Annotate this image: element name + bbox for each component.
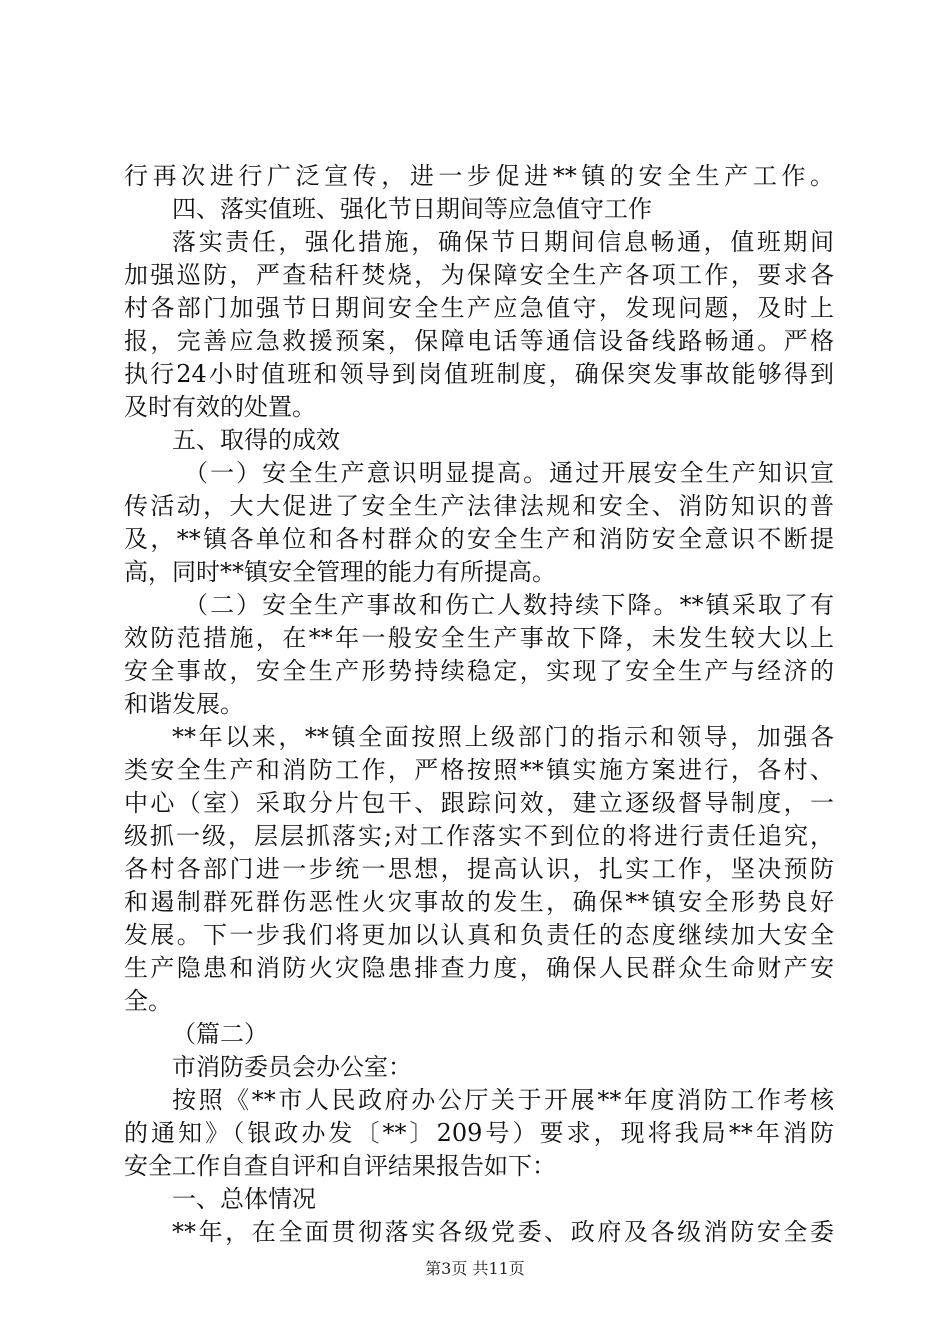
- section-heading: 五、取得的成效: [172, 426, 340, 454]
- body-line: 及时有效的处置。: [124, 393, 316, 421]
- body-line: 各村各部门进一步统一思想，提高认识，扎实工作，坚决预防: [124, 855, 834, 883]
- body-line: （一）安全生产意识明显提高。通过开展安全生产知识宣: [184, 459, 834, 487]
- body-line: 按照《**市人民政府办公厅关于开展**年度消防工作考核: [172, 1086, 834, 1114]
- body-line: 效防范措施，在**年一般安全生产事故下降，未发生较大以上: [124, 624, 834, 652]
- body-line: 及，**镇各单位和各村群众的安全生产和消防安全意识不断提: [124, 525, 834, 553]
- body-line: 发展。下一步我们将更加以认真和负责任的态度继续加大安全: [124, 921, 834, 949]
- body-line: （二）安全生产事故和伤亡人数持续下降。**镇采取了有: [184, 591, 834, 619]
- document-body: [124, 160, 834, 1249]
- body-line: 生产隐患和消防火灾隐患排查力度，确保人民群众生命财产安: [124, 954, 834, 982]
- body-line: 的通知》（银政办发〔**〕209号）要求，现将我局**年消防: [124, 1119, 834, 1147]
- body-line: 类安全生产和消防工作，严格按照**镇实施方案进行，各村、: [124, 756, 834, 784]
- body-line: 村各部门加强节日期间安全生产应急值守，发现问题，及时上: [124, 294, 834, 322]
- body-line: 传活动，大大促进了安全生产法律法规和安全、消防知识的普: [124, 492, 834, 520]
- part-heading: （篇二）: [172, 1020, 268, 1048]
- section-heading: 一、总体情况: [172, 1185, 316, 1213]
- body-line: 加强巡防，严查秸秆焚烧，为保障安全生产各项工作，要求各: [124, 261, 834, 289]
- body-line: 落实责任，强化措施，确保节日期间信息畅通，值班期间: [172, 228, 834, 256]
- page-number-footer: 第3页 共11页: [425, 1259, 525, 1278]
- section-heading: 四、落实值班、强化节日期间等应急值守工作: [172, 195, 652, 223]
- recipient-line: 市消防委员会办公室：: [172, 1053, 412, 1081]
- body-line: 报，完善应急救援预案，保障电话等通信设备线路畅通。严格: [124, 327, 834, 355]
- body-line: 和谐发展。: [124, 690, 244, 718]
- body-line: 全。: [124, 987, 172, 1015]
- body-line: 和遏制群死群伤恶性火灾事故的发生，确保**镇安全形势良好: [124, 888, 834, 916]
- body-line: **年，在全面贯彻落实各级党委、政府及各级消防安全委: [172, 1218, 834, 1246]
- body-line: 安全工作自查自评和自评结果报告如下：: [124, 1152, 556, 1180]
- body-line: 高，同时**镇安全管理的能力有所提高。: [124, 558, 556, 586]
- body-line: 行再次进行广泛宣传，进一步促进**镇的安全生产工作。: [124, 162, 834, 190]
- body-line: 级抓一级，层层抓落实;对工作落实不到位的将进行责任追究，: [124, 822, 834, 850]
- body-line: 执行24小时值班和领导到岗值班制度，确保突发事故能够得到: [124, 360, 834, 388]
- body-line: 安全事故，安全生产形势持续稳定，实现了安全生产与经济的: [124, 657, 834, 685]
- body-line: **年以来，**镇全面按照上级部门的指示和领导，加强各: [172, 723, 834, 751]
- body-line: 中心（室）采取分片包干、跟踪问效，建立逐级督导制度，一: [124, 789, 834, 817]
